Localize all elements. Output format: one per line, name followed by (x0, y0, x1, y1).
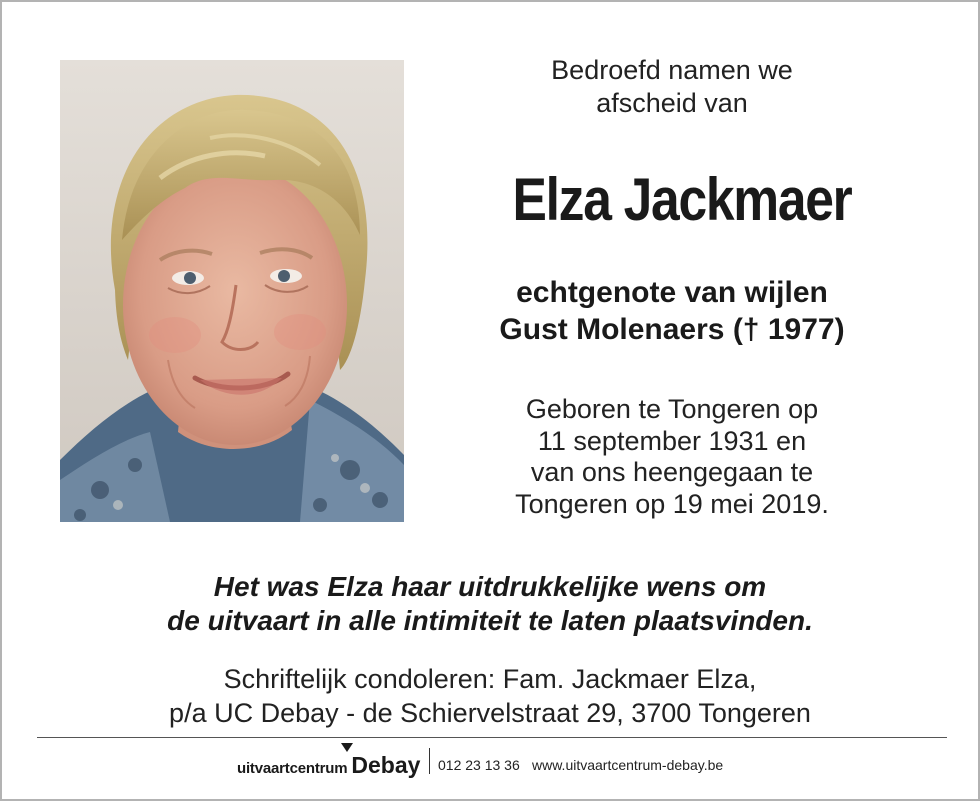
birth-line-3: van ons heengegaan te (530, 457, 814, 487)
notice-text-column (432, 54, 912, 519)
spouse-line-1: echtgenote van wijlen (516, 276, 828, 309)
brand-logo (237, 752, 420, 779)
footer-divider (37, 737, 947, 738)
website-link[interactable]: www.uitvaartcentrum-debay.be (532, 757, 724, 773)
spouse-line-2: Gust Molenaers († 1977) (499, 313, 845, 346)
intro-text (432, 54, 912, 120)
footer-separator (429, 748, 430, 774)
spouse-text (432, 274, 912, 348)
brand-name: Debay (351, 752, 421, 778)
condole-line-2: p/a UC Debay - de Schiervelstraat 29, 3700 Tongeren (169, 698, 811, 728)
intro-line-1: Bedroefd namen we (551, 55, 793, 85)
portrait-illustration (60, 60, 404, 522)
deceased-name: Elza Jackmaer (512, 166, 852, 233)
birth-line-2: 11 september 1931 en (537, 425, 807, 456)
birth-death-text (432, 394, 912, 520)
brand-triangle-icon (341, 743, 353, 752)
funeral-wish-text (2, 570, 978, 638)
brand-prefix: uitvaartcentrum (237, 760, 348, 777)
footer (2, 744, 978, 784)
condole-line-1: Schriftelijk condoleren: Fam. Jackmaer Elza, (223, 664, 757, 694)
wish-line-1: Het was Elza haar uitdrukkelijke wens om (213, 571, 767, 602)
birth-line-1: Geboren te Tongeren op (525, 394, 819, 424)
condolence-address-text (2, 662, 978, 730)
phone-number: 012 23 13 36 (438, 757, 520, 773)
wish-line-2: de uitvaart in alle intimiteit te laten plaatsvinden. (167, 605, 813, 636)
birth-line-4: Tongeren op 19 mei 2019. (515, 488, 829, 519)
portrait-photo (60, 60, 404, 522)
intro-line-2: afscheid van (596, 88, 748, 118)
